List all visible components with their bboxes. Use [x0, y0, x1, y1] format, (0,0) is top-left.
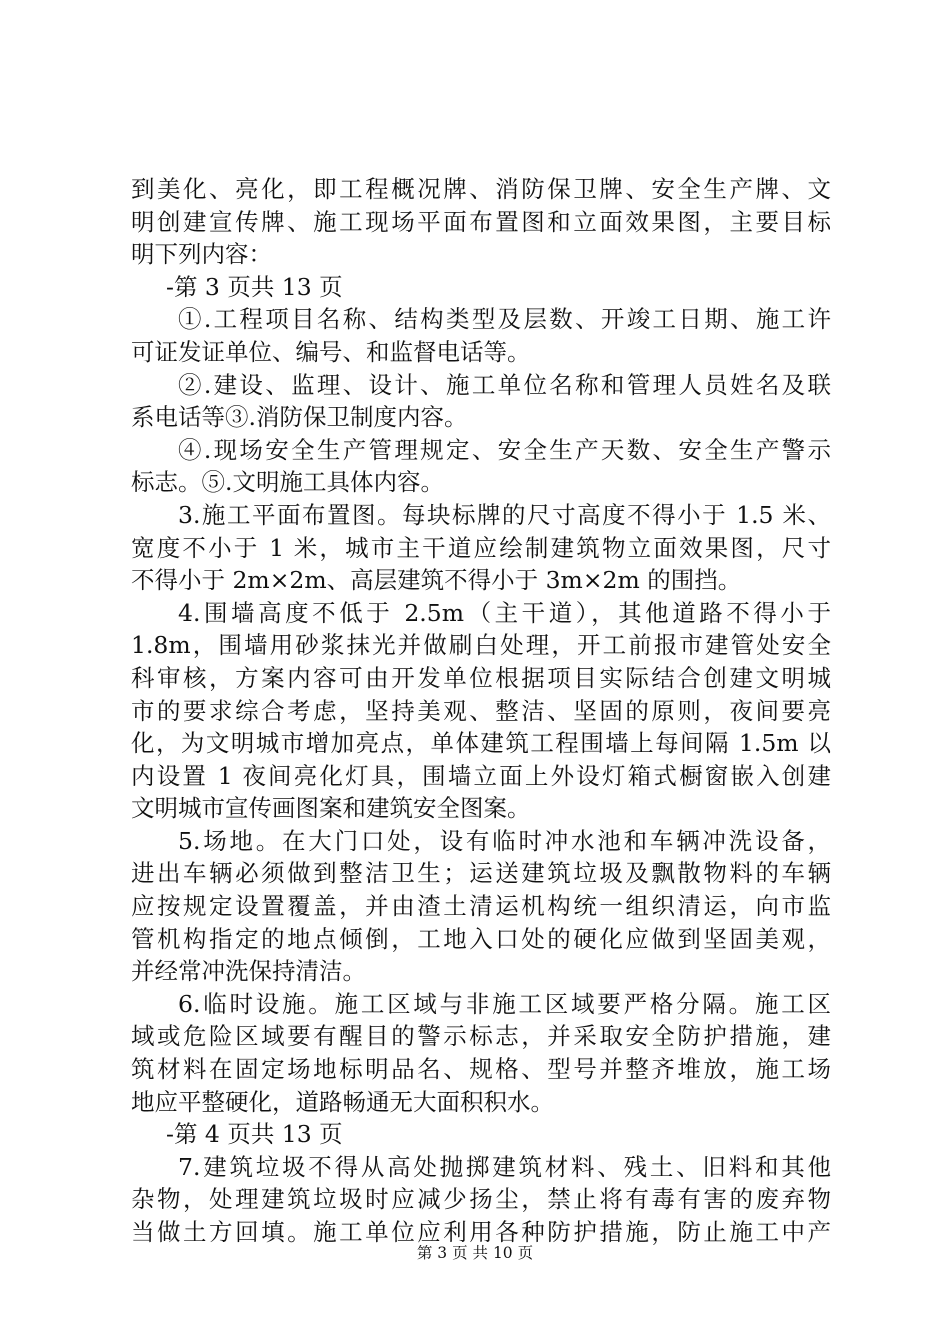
text-line: 不得小于 2m×2m、高层建筑不得小于 3m×2m 的围挡。 [131, 566, 742, 595]
text-line: 4.围墙高度不低于 2.5m（主干道），其他道路不得小于 [178, 598, 831, 627]
text-line: 并经常冲洗保持清洁。 [131, 957, 366, 986]
text-line: 7.建筑垃圾不得从高处抛掷建筑材料、残土、旧料和其他 [178, 1152, 831, 1181]
text-line: 科审核，方案内容可由开发单位根据项目实际结合创建文明城 [131, 663, 831, 692]
text-line: 当做土方回填。施工单位应利用各种防护措施，防止施工中产 [131, 1218, 831, 1246]
text-line: 5.场地。在大门口处，设有临时冲水池和车辆冲洗设备， [178, 826, 831, 855]
text-line: 可证发证单位、编号、和监督电话等。 [131, 337, 531, 366]
text-line: 6.临时设施。施工区域与非施工区域要严格分隔。施工区 [178, 989, 831, 1018]
text-line: 筑材料在固定场地标明品名、规格、型号并整齐堆放，施工场 [131, 1055, 831, 1084]
text-line: 应按规定设置覆盖，并由渣土清运机构统一组织清运，向市监 [131, 892, 831, 921]
text-line: 进出车辆必须做到整洁卫生；运送建筑垃圾及飘散物料的车辆 [131, 859, 831, 888]
text-line: 系电话等③.消防保卫制度内容。 [131, 403, 468, 432]
document-body [131, 173, 831, 1249]
text-line: ④.现场安全生产管理规定、安全生产天数、安全生产警示 [178, 435, 831, 464]
text-line: 杂物，处理建筑垃圾时应减少扬尘，禁止将有毒有害的废弃物 [131, 1185, 831, 1214]
text-line: 域或危险区域要有醒目的警示标志，并采取安全防护措施，建 [131, 1022, 831, 1051]
text-line: 管机构指定的地点倾倒，工地入口处的硬化应做到坚固美观， [131, 924, 831, 953]
text-line: 到美化、亮化，即工程概况牌、消防保卫牌、安全生产牌、文 [131, 175, 831, 203]
text-line: ②.建设、监理、设计、施工单位名称和管理人员姓名及联 [178, 370, 831, 399]
text-line: 文明城市宣传画图案和建筑安全图案。 [131, 794, 531, 823]
text-line: 内设置 1 夜间亮化灯具，围墙立面上外设灯箱式橱窗嵌入创建 [131, 761, 831, 790]
text-line: 化，为文明城市增加亮点，单体建筑工程围墙上每间隔 1.5m 以 [131, 729, 831, 758]
text-line: 宽度不小于 1 米，城市主干道应绘制建筑物立面效果图，尺寸 [131, 533, 831, 562]
text-line: 明下列内容： [131, 240, 272, 269]
text-line: 3.施工平面布置图。每块标牌的尺寸高度不得小于 1.5 米、 [178, 500, 831, 529]
text-line: 明创建宣传牌、施工现场平面布置图和立面效果图，主要目标 [131, 207, 831, 236]
text-line: 标志。⑤.文明施工具体内容。 [131, 468, 444, 497]
page-footer: 第 3 页 共 10 页 [416, 1244, 534, 1262]
text-line: ①.工程项目名称、结构类型及层数、开竣工日期、施工许 [178, 305, 831, 334]
text-line: 地应平整硬化，道路畅通无大面积积水。 [131, 1087, 554, 1116]
page-marker-line: -第 3 页共 13 页 [166, 272, 343, 301]
page-marker-line: -第 4 页共 13 页 [166, 1120, 343, 1149]
text-line: 市的要求综合考虑，坚持美观、整洁、坚固的原则，夜间要亮 [131, 696, 831, 725]
text-line: 1.8m，围墙用砂浆抹光并做刷白处理，开工前报市建管处安全 [131, 631, 831, 660]
